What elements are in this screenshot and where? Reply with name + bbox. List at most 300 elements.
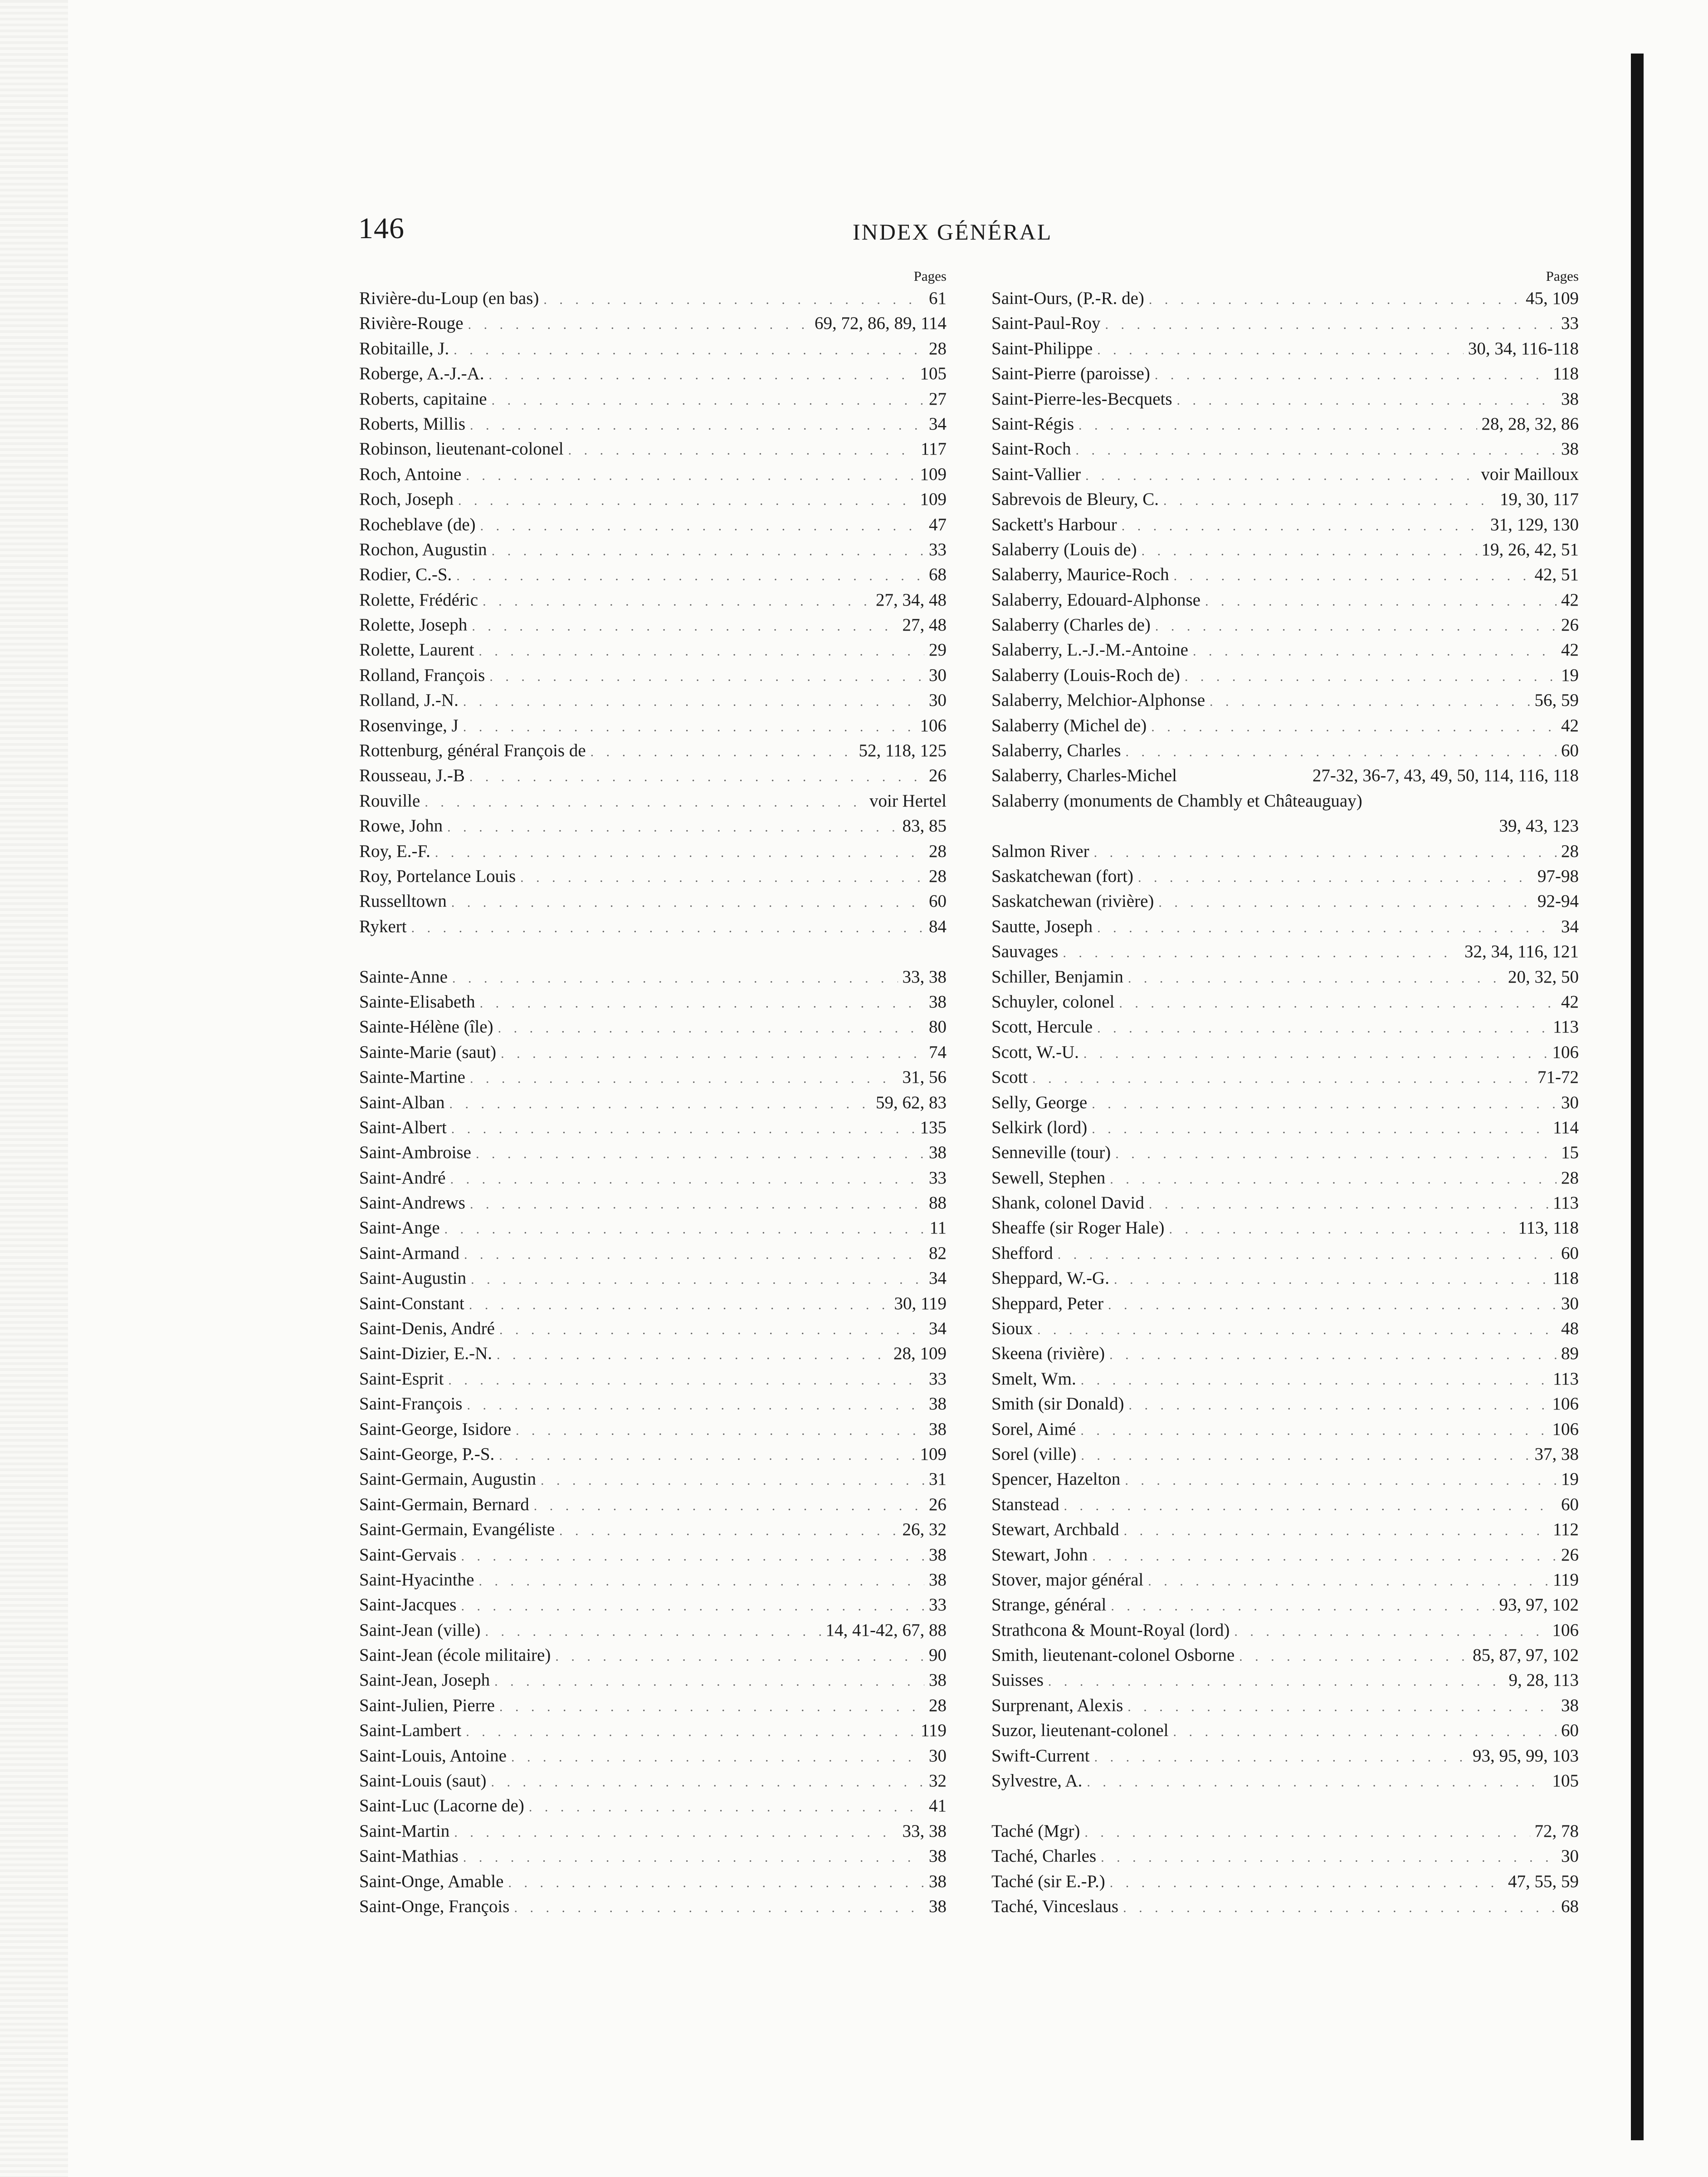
entry-name: Swift-Current (991, 1746, 1090, 1766)
index-entry (991, 1718, 1579, 1743)
index-entry (991, 1492, 1579, 1517)
group-spacer (991, 1793, 1579, 1818)
dot-leader (1094, 1745, 1468, 1770)
dot-leader (489, 664, 924, 689)
index-entry (359, 1517, 947, 1542)
dot-leader (555, 1644, 924, 1669)
index-entry (991, 1743, 1579, 1768)
index-entry (359, 1643, 947, 1668)
index-entry (359, 411, 947, 436)
dot-leader (541, 1468, 924, 1493)
entry-pages: 19 (1561, 1469, 1579, 1489)
dot-leader (1138, 865, 1533, 890)
dot-leader (520, 865, 924, 890)
dot-leader (1058, 1242, 1557, 1267)
index-entry (359, 537, 947, 562)
dot-leader (489, 362, 916, 387)
entry-pages: 27, 48 (902, 615, 947, 635)
index-entry (359, 1894, 947, 1919)
entry-name: Rolette, Frédéric (359, 590, 478, 610)
entry-pages: 117 (920, 439, 947, 459)
entry-name: Saint-Onge, François (359, 1897, 510, 1916)
entry-pages: 38 (929, 1670, 947, 1690)
entry-pages: 37, 38 (1534, 1444, 1579, 1464)
index-entry (991, 1894, 1579, 1919)
entry-pages: 59, 62, 83 (876, 1092, 947, 1112)
entry-name: Schiller, Benjamin (991, 967, 1123, 987)
entry-pages: 82 (929, 1243, 947, 1263)
entry-pages: 92-94 (1537, 891, 1579, 911)
entry-pages: 31 (929, 1469, 947, 1489)
dot-leader (491, 1770, 924, 1795)
entry-pages: 34 (1561, 916, 1579, 936)
entry-name: Schuyler, colonel (991, 992, 1115, 1012)
entry-name: Saint-Armand (359, 1243, 459, 1263)
index-entry (991, 1643, 1579, 1668)
entry-pages: 33 (1561, 313, 1579, 333)
entry-pages: 38 (929, 1871, 947, 1891)
entry-pages: 28 (1561, 841, 1579, 861)
entry-name: Smelt, Wm. (991, 1369, 1076, 1389)
entry-name: Shefford (991, 1243, 1053, 1263)
index-entry (359, 713, 947, 738)
entry-pages: 109 (920, 464, 947, 484)
dot-leader (480, 991, 924, 1016)
index-entry (991, 336, 1579, 361)
entry-name: Saint-George, Isidore (359, 1419, 512, 1439)
entry-name: Saint-Paul-Roy (991, 313, 1101, 333)
entry-pages: 118 (1552, 1268, 1579, 1288)
index-entry (359, 1291, 947, 1316)
entry-name: Stanstead (991, 1494, 1059, 1514)
dot-leader (492, 388, 924, 413)
entry-pages: 28, 28, 32, 86 (1481, 414, 1579, 434)
dot-leader (1126, 739, 1557, 764)
entry-name: Skeena (rivière) (991, 1344, 1105, 1364)
scan-left-edge-artifact (0, 0, 68, 2177)
entry-name: Strange, général (991, 1595, 1107, 1615)
dot-leader (454, 338, 924, 362)
dot-leader (450, 1167, 924, 1192)
dot-leader (1083, 1041, 1548, 1066)
entry-name: Rivière-Rouge (359, 313, 464, 333)
dot-leader (568, 438, 916, 463)
entry-pages: 27 (929, 389, 947, 409)
index-entry (359, 1341, 947, 1366)
index-entry (991, 989, 1579, 1014)
entry-name: Saint-Pierre (paroisse) (991, 364, 1150, 384)
entry-name: Rolland, François (359, 665, 485, 685)
dot-leader (497, 1342, 889, 1367)
entry-name: Rivière-du-Loup (en bas) (359, 289, 539, 308)
entry-name: Scott, Hercule (991, 1017, 1093, 1037)
index-entry (359, 462, 947, 487)
entry-name: Saint-Régis (991, 414, 1074, 434)
entry-pages: 30 (929, 690, 947, 710)
dot-leader (529, 1795, 924, 1820)
entry-name: Saint-Pierre-les-Becquets (991, 389, 1172, 409)
index-entry (991, 1844, 1579, 1869)
entry-pages: 112 (1552, 1520, 1579, 1540)
index-entry (991, 1090, 1579, 1115)
entry-name: Scott, W.-U. (991, 1042, 1079, 1062)
index-entry (991, 1442, 1579, 1467)
dot-leader (1081, 1443, 1530, 1468)
index-entry (991, 612, 1579, 637)
dot-leader (1037, 1317, 1557, 1342)
entry-pages: 15 (1561, 1143, 1579, 1163)
dot-leader (1127, 1694, 1557, 1719)
index-entry (991, 914, 1579, 939)
entry-pages: 38 (929, 1143, 947, 1163)
entry-name: Suisses (991, 1670, 1044, 1690)
dot-leader (1148, 1569, 1548, 1594)
index-entry (359, 1668, 947, 1693)
dot-leader (447, 815, 898, 840)
dot-leader (1124, 1518, 1548, 1543)
dot-leader (466, 463, 915, 488)
entry-pages: 11 (929, 1218, 947, 1238)
dot-leader (1177, 388, 1557, 413)
dot-leader (1084, 1820, 1530, 1845)
entry-name: Salaberry, Maurice-Roch (991, 565, 1169, 585)
entry-name: Saint-Hyacinthe (359, 1570, 474, 1590)
index-entry (359, 1618, 947, 1643)
entry-name: Roch, Joseph (359, 489, 454, 509)
entry-name: Saint-Ours, (P.-R. de) (991, 289, 1144, 308)
index-entry (359, 637, 947, 662)
entry-name: Saskatchewan (fort) (991, 866, 1133, 886)
index-entry (359, 1592, 947, 1617)
entry-pages: 113 (1552, 1193, 1579, 1213)
entry-pages: 48 (1561, 1319, 1579, 1339)
entry-name: Roy, E.-F. (359, 841, 430, 861)
entry-name: Sainte-Anne (359, 967, 448, 987)
index-entry (359, 1492, 947, 1517)
entry-pages: 33, 38 (902, 1821, 947, 1841)
entry-name: Saint-Gervais (359, 1545, 457, 1565)
index-entry (359, 587, 947, 612)
entry-pages: 38 (929, 1897, 947, 1916)
entry-name: Roberts, capitaine (359, 389, 487, 409)
dot-leader (511, 1745, 924, 1770)
index-entry (359, 813, 947, 838)
dot-leader (1081, 1368, 1548, 1393)
dot-leader (448, 1368, 924, 1393)
dot-leader (478, 639, 924, 664)
index-entry (359, 1115, 947, 1140)
index-entry (991, 1341, 1579, 1366)
index-entry (991, 487, 1579, 512)
entry-pages: 32, 34, 116, 121 (1464, 942, 1579, 962)
entry-name: Stewart, Archbald (991, 1520, 1119, 1540)
entry-pages: 109 (920, 489, 947, 509)
entry-pages: 60 (929, 891, 947, 911)
dot-leader (1125, 1468, 1557, 1493)
index-entry (991, 1040, 1579, 1065)
dot-leader (1105, 312, 1557, 337)
entry-pages: 97-98 (1537, 866, 1579, 886)
entry-name: Rochon, Augustin (359, 539, 487, 559)
index-entry (991, 1291, 1579, 1316)
dot-leader (470, 1066, 898, 1091)
index-entry (359, 1542, 947, 1567)
entry-pages: 74 (929, 1042, 947, 1062)
entry-pages: 32 (929, 1771, 947, 1791)
entry-pages: 71-72 (1537, 1067, 1579, 1087)
entry-pages: 72, 78 (1534, 1821, 1579, 1841)
index-entry (359, 1768, 947, 1793)
entry-pages: 26 (1561, 1545, 1579, 1565)
entry-name: Salaberry, Edouard-Alphonse (991, 590, 1200, 610)
index-entry (359, 839, 947, 864)
dot-leader (476, 1141, 924, 1166)
entry-name: Saint-Mathias (359, 1846, 459, 1866)
index-entry (359, 1869, 947, 1894)
index-entry (359, 436, 947, 461)
index-entry (991, 1668, 1579, 1693)
entry-pages: 42 (1561, 715, 1579, 735)
entry-name: Rodier, C.-S. (359, 565, 452, 585)
entry-pages: 84 (929, 916, 947, 936)
entry-pages: 89 (1561, 1344, 1579, 1364)
index-entry (991, 436, 1579, 461)
entry-pages: 106 (1552, 1620, 1579, 1640)
entry-name: Rowe, John (359, 816, 443, 836)
dot-leader (508, 1870, 924, 1895)
entry-pages: 30, 34, 116-118 (1468, 338, 1579, 358)
entry-name: Sainte-Martine (359, 1067, 465, 1087)
index-entry (991, 1241, 1579, 1266)
dot-leader (463, 689, 924, 714)
entry-pages: 83, 85 (902, 816, 947, 836)
dot-leader (1128, 1393, 1547, 1418)
entry-pages: 68 (929, 565, 947, 585)
index-entry (991, 1542, 1579, 1567)
entry-name: Saint-Ambroise (359, 1143, 471, 1163)
index-entry (991, 562, 1579, 587)
index-entry (991, 713, 1579, 738)
dot-leader (1155, 614, 1557, 639)
index-entry (991, 537, 1579, 562)
index-entry (359, 1391, 947, 1416)
entry-pages: 27-32, 36-7, 43, 49, 50, 114, 116, 118 (1312, 766, 1579, 786)
index-entry (991, 1215, 1579, 1240)
entry-pages: 42, 51 (1534, 565, 1579, 585)
entry-pages: 33 (929, 1595, 947, 1615)
dot-leader (1097, 1016, 1548, 1041)
dot-leader (485, 1619, 821, 1644)
dot-leader (492, 538, 924, 563)
dot-leader (1158, 890, 1533, 915)
entry-pages: 41 (929, 1796, 947, 1816)
entry-pages: 34 (929, 1319, 947, 1339)
entry-name: Smith, lieutenant-colonel Osborne (991, 1645, 1235, 1665)
index-entry (991, 1190, 1579, 1215)
entry-name: Stover, major général (991, 1570, 1144, 1590)
dot-leader (1110, 1167, 1557, 1192)
entry-name: Saint-Onge, Amable (359, 1871, 504, 1891)
index-entry (991, 311, 1579, 336)
entry-name: Salmon River (991, 841, 1089, 861)
entry-name: Saint-André (359, 1168, 446, 1188)
entry-name: Suzor, lieutenant-colonel (991, 1721, 1169, 1741)
index-entry (359, 286, 947, 311)
dot-leader (1092, 1544, 1557, 1569)
dot-leader (478, 1569, 924, 1594)
index-entry (359, 386, 947, 411)
entry-pages: 38 (1561, 1695, 1579, 1715)
index-entry (359, 1040, 947, 1065)
entry-name: Robinson, lieutenant-colonel (359, 439, 564, 459)
entry-pages: 30 (929, 665, 947, 685)
dot-leader (1149, 287, 1521, 312)
dot-leader (411, 915, 924, 940)
entry-name: Saint-Louis, Antoine (359, 1746, 507, 1766)
dot-leader (499, 1694, 924, 1719)
index-entry (991, 587, 1579, 612)
entry-pages: 38 (929, 1846, 947, 1866)
index-entry (359, 738, 947, 763)
entry-name: Rouville (359, 791, 420, 811)
dot-leader (514, 1895, 924, 1920)
index-entry (991, 839, 1579, 864)
index-entry (359, 1693, 947, 1718)
entry-name: Sautte, Joseph (991, 916, 1093, 936)
entry-pages: 30 (929, 1746, 947, 1766)
entry-name: Rosenvinge, J (359, 715, 459, 735)
entry-name: Salaberry (Louis-Roch de) (991, 665, 1180, 685)
entry-name: Saint-Denis, André (359, 1319, 495, 1339)
entry-name: Surprenant, Alexis (991, 1695, 1123, 1715)
index-entry (991, 763, 1579, 788)
entry-pages: 28 (1561, 1168, 1579, 1188)
dot-leader (534, 1493, 924, 1518)
dot-leader (464, 1242, 924, 1267)
entry-pages: 119 (1552, 1570, 1579, 1590)
dot-leader (458, 488, 916, 513)
entry-pages: voir Mailloux (1481, 464, 1579, 484)
entry-name: Saint-Constant (359, 1293, 464, 1313)
dot-leader (461, 1544, 924, 1569)
dot-leader (471, 1267, 924, 1292)
entry-name: Selkirk (lord) (991, 1117, 1088, 1137)
dot-leader (1155, 362, 1548, 387)
dot-leader (499, 1443, 915, 1468)
index-entry (359, 864, 947, 889)
dot-leader (469, 764, 924, 789)
entry-pages: 56, 59 (1534, 690, 1579, 710)
entry-pages: 27, 34, 48 (876, 590, 947, 610)
index-entry (359, 1718, 947, 1743)
index-entry (359, 1743, 947, 1768)
dot-leader (1085, 463, 1476, 488)
entry-pages: 26 (929, 1494, 947, 1514)
entry-pages: 113 (1552, 1369, 1579, 1389)
index-entry (991, 286, 1579, 311)
entry-pages: 90 (929, 1645, 947, 1665)
index-entry (359, 964, 947, 989)
index-entry (991, 1567, 1579, 1592)
entry-name: Salaberry (Louis de) (991, 539, 1137, 559)
dot-leader (456, 563, 924, 588)
entry-name: Saint-Alban (359, 1092, 445, 1112)
entry-name: Taché, Charles (991, 1846, 1097, 1866)
index-entry (991, 1266, 1579, 1291)
running-head-title: INDEX GÉNÉRAL (853, 219, 1053, 245)
index-entry (359, 1793, 947, 1818)
dot-leader (469, 1292, 890, 1317)
entry-name: Saint-Germain, Evangéliste (359, 1520, 555, 1540)
index-column-left (359, 267, 947, 1919)
entry-name: Rocheblave (de) (359, 514, 476, 534)
entry-name: Sheppard, Peter (991, 1293, 1103, 1313)
index-entry (359, 336, 947, 361)
dot-leader (543, 287, 924, 312)
dot-leader (494, 1669, 924, 1694)
entry-name: Taché (Mgr) (991, 1821, 1080, 1841)
index-entry (359, 1140, 947, 1165)
entry-name: Saint-Vallier (991, 464, 1081, 484)
entry-pages: 31, 129, 130 (1490, 514, 1579, 534)
index-entry (991, 361, 1579, 386)
dot-leader (468, 312, 810, 337)
index-entry (359, 788, 947, 813)
index-entry (991, 1391, 1579, 1416)
dot-leader (1101, 1845, 1557, 1870)
entry-name: Saint-Augustin (359, 1268, 467, 1288)
entry-pages: 26 (1561, 615, 1579, 635)
entry-pages: 118 (1552, 364, 1579, 384)
entry-name: Russelltown (359, 891, 447, 911)
entry-pages: 14, 41-42, 67, 88 (825, 1620, 947, 1640)
entry-name: Sainte-Elisabeth (359, 992, 475, 1012)
index-entry (359, 1065, 947, 1090)
dot-leader (1119, 991, 1557, 1016)
scan-right-binding-bar (1631, 54, 1644, 2140)
entry-name: Saint-Jean, Joseph (359, 1670, 490, 1690)
page-number: 146 (358, 212, 405, 245)
index-entry (991, 1140, 1579, 1165)
entry-pages: 33 (929, 1369, 947, 1389)
entry-name: Sheppard, W.-G. (991, 1268, 1109, 1288)
entry-name: Saint-Lambert (359, 1721, 462, 1741)
entry-name: Salaberry (Charles de) (991, 615, 1151, 635)
pages-column-label: Pages (1546, 268, 1579, 284)
entry-name: Rousseau, J.-B (359, 766, 465, 786)
index-entry (359, 311, 947, 336)
dot-leader (1109, 1342, 1557, 1367)
dot-leader (463, 1845, 924, 1870)
index-entry (359, 1442, 947, 1467)
entry-pages: 42 (1561, 992, 1579, 1012)
dot-leader (467, 1393, 924, 1418)
dot-leader (1092, 1116, 1548, 1141)
dot-leader (1115, 1141, 1557, 1166)
entry-pages: 30 (1561, 1092, 1579, 1112)
entry-name: Rolette, Joseph (359, 615, 468, 635)
index-entry (359, 1844, 947, 1869)
entry-name: Shank, colonel David (991, 1193, 1144, 1213)
dot-leader (590, 739, 854, 764)
entry-name: Sainte-Marie (saut) (359, 1042, 497, 1062)
entry-name: Taché, Vinceslaus (991, 1897, 1119, 1916)
entry-pages: 38 (929, 1570, 947, 1590)
entry-pages: 38 (929, 1545, 947, 1565)
index-entry (991, 1065, 1579, 1090)
dot-leader (480, 514, 924, 538)
index-entry (991, 1115, 1579, 1140)
